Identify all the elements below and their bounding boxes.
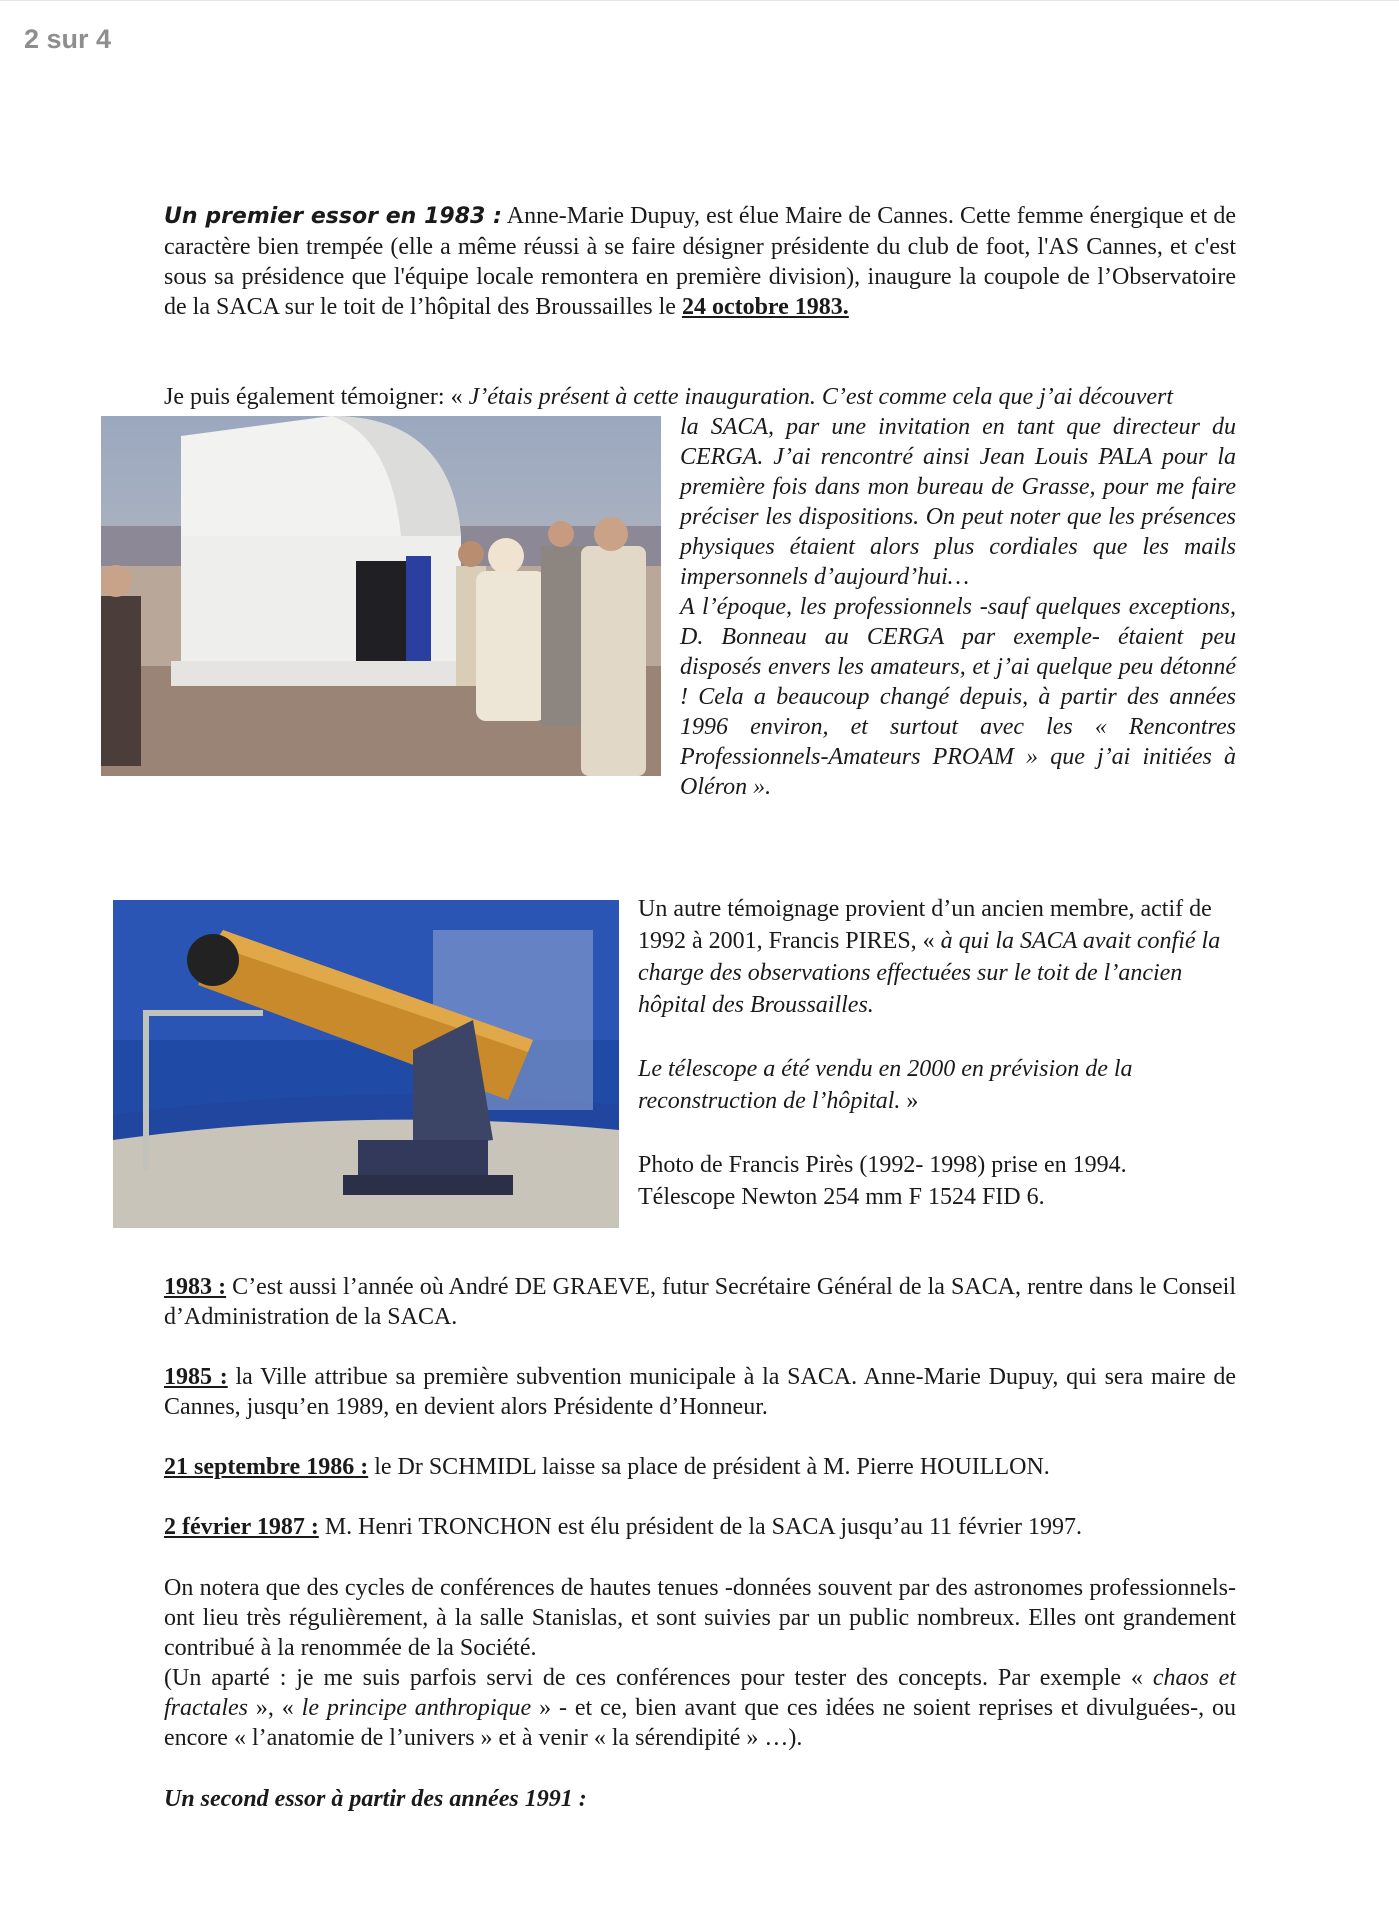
timeline-entry-1983	[164, 1272, 1236, 1332]
testimony2-para1	[638, 893, 1238, 1021]
timeline-entry-1985	[164, 1362, 1236, 1422]
timeline-entry-1987	[164, 1512, 1236, 1542]
testimony2-quote: à qui la SACA avait confié la charge des observations effectuées sur le toit de l’ancien hôpital des Broussailles.	[638, 928, 1221, 1018]
section1-heading: Un premier essor en 1983 :	[164, 204, 502, 229]
inauguration-date: 24 octobre 1983.	[681, 294, 849, 320]
testimony1-quote-rest: la SACA, par une invitation en tant que directeur du CERGA. J’ai rencontré ainsi Jean Louis PALA pour la première fois dans mon bureau de Grasse, pour me faire préciser les dispositions. On peut noter que les présences physiques étaient alors plus cordiales que les mails impersonnels d’aujourd’hui…	[680, 414, 1236, 590]
testimony1-intro	[164, 382, 1236, 412]
timeline-date: 21 septembre 1986 :	[164, 1454, 369, 1480]
testimony1-lead: Je puis également témoigner: «	[164, 384, 469, 410]
timeline-text: C’est aussi l’année où André DE GRAEVE, futur Secrétaire Général de la SACA, rentre dans le Conseil d’Administration de la SACA.	[164, 1274, 1237, 1330]
timeline-entry-1986	[164, 1452, 1236, 1482]
intro-paragraph	[164, 201, 1236, 322]
aside-part: » - et ce, bien avant que ces idées ne soient reprises et divulguées-, ou encore « l’anatomie de l’univers » et à venir « la sérendipité » …).	[164, 1695, 1236, 1751]
top-divider	[0, 0, 1399, 1]
testimony1-quote-second: A l’époque, les professionnels -sauf quelques exceptions, D. Bonneau au CERGA par exemple- étaient peu disposés envers les amateurs, et j’ai quelque peu détonné ! Cela a beaucoup changé depuis, à partir des années 1996 environ, et surtout avec les « Rencontres Professionnels-Amateurs PROAM » que j’ai initiées à Oléron ».	[680, 594, 1236, 800]
timeline-date: 2 février 1987 :	[164, 1514, 319, 1540]
timeline-date: 1983 :	[164, 1274, 227, 1300]
timeline-text: le Dr SCHMIDL laisse sa place de président à M. Pierre HOUILLON.	[368, 1454, 1050, 1480]
timeline-date: 1985 :	[164, 1364, 228, 1390]
conferences-paragraph	[164, 1573, 1236, 1753]
photo-caption-line1: Photo de Francis Pirès (1992- 1998) prise en 1994.	[638, 1152, 1127, 1178]
testimony2-lead: Un autre témoignage provient d’un ancien membre, actif de 1992 à 2001, Francis PIRES, «	[638, 896, 1212, 954]
testimony2	[638, 893, 1238, 1213]
observatory-inauguration-photo	[101, 416, 661, 776]
section1-text: Anne-Marie Dupuy, est élue Maire de Cannes. Cette femme énergique et de caractère bien trempée (elle a même réussi à se faire désigner présidente du club de foot, l'AS Cannes, et c'est sous sa présidence que l'équipe locale remontera en première division), inaugure la coupole de l’Observatoire de la SACA sur le toit de l’hôpital des Broussailles le	[164, 203, 1236, 320]
testimony2-quote2: Le télescope a été vendu en 2000 en prévision de la reconstruction de l’hôpital.	[638, 1056, 1133, 1114]
conferences-aside	[164, 1663, 1236, 1753]
photo-caption-line2: Télescope Newton 254 mm F 1524 FID 6.	[638, 1184, 1045, 1210]
page-counter: 2 sur 4	[24, 24, 112, 54]
timeline-text: la Ville attribue sa première subvention municipale à la SACA. Anne-Marie Dupuy, qui sera maire de Cannes, jusqu’en 1989, en devient alors Présidente d’Honneur.	[164, 1364, 1236, 1420]
conferences-text: On notera que des cycles de conférences de hautes tenues -données souvent par des astronomes professionnels- ont lieu très régulièrement, à la salle Stanislas, et sont suivies par un public nombreux. Elles ont grandement contribué à la renommée de la Société.	[164, 1575, 1236, 1661]
aside-anthropic: le principe anthropique	[301, 1695, 532, 1721]
testimony1-quote-first: J’étais présent à cette inauguration. C’est comme cela que j’ai découvert	[468, 384, 1174, 410]
aside-part: (Un aparté : je me suis parfois servi de ces conférences pour tester des concepts. Par exemple «	[164, 1665, 1153, 1691]
aside-part: », «	[248, 1695, 302, 1721]
testimony2-para2	[638, 1053, 1238, 1117]
telescope-photo	[113, 900, 619, 1228]
observatory-photo-drawing	[101, 416, 661, 776]
aside-chaos: chaos et fractales	[164, 1665, 1237, 1721]
section2-heading: Un second essor à partir des années 1991 :	[164, 1786, 587, 1812]
timeline-text: M. Henri TRONCHON est élu président de la SACA jusqu’au 11 février 1997.	[318, 1514, 1083, 1540]
telescope-photo-drawing	[113, 900, 619, 1228]
testimony2-quote2-end: »	[900, 1088, 919, 1114]
testimony1-quote	[680, 412, 1236, 802]
